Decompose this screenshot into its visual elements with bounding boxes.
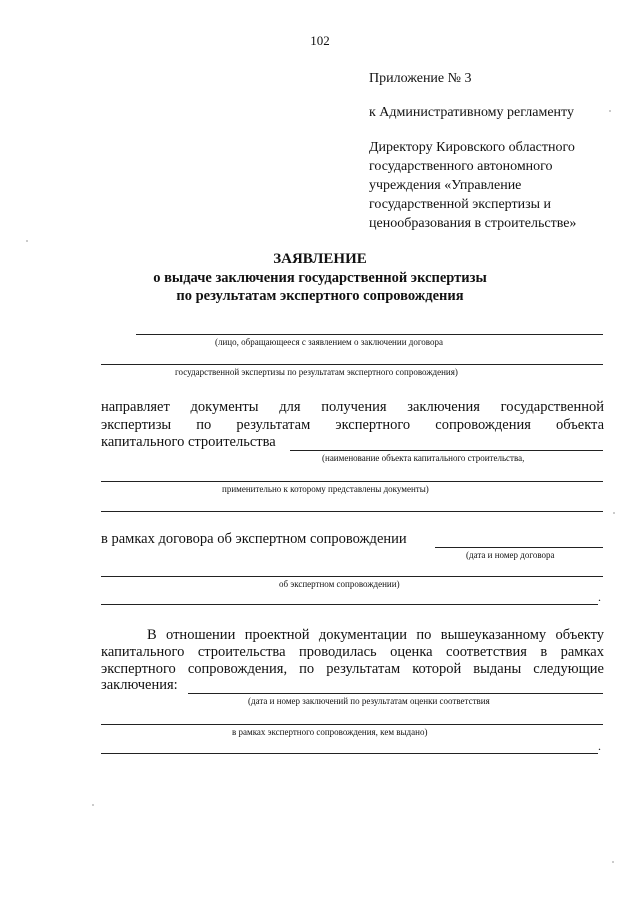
addressee-line: государственной экспертизы и <box>369 197 552 212</box>
body-para-line2: капитального строительства проводилась оценка соответствия в рамках <box>101 644 604 660</box>
conclusions-caption-2: в рамках экспертного сопровождения, кем выдано) <box>232 727 428 737</box>
contract-input-line-3[interactable] <box>101 604 598 605</box>
object-input-line-3[interactable] <box>101 511 603 512</box>
scan-speck <box>609 110 611 112</box>
document-subtitle-line2: по результатам экспертного сопровождения <box>176 288 464 304</box>
period-mark: . <box>598 590 601 604</box>
addressee-line: Директору Кировского областного <box>369 140 575 155</box>
body-para-line1: В отношении проектной документации по вышеуказанному объекту <box>147 627 604 643</box>
body-sends-line1: направляет документы для получения заключения государственной <box>101 399 604 415</box>
applicant-caption-2: государственной экспертизы по результатам экспертного сопровождения) <box>175 367 458 377</box>
conclusions-input-line-3[interactable] <box>101 753 598 754</box>
conclusions-input-line-2[interactable] <box>101 724 603 725</box>
body-para-line4: заключения: <box>101 677 178 693</box>
scan-speck <box>613 512 615 514</box>
contract-caption-1: (дата и номер договора <box>466 550 555 560</box>
applicant-caption-1: (лицо, обращающееся с заявлением о заключении договора <box>215 337 443 347</box>
applicant-input-line-2[interactable] <box>101 364 603 365</box>
applicant-input-line[interactable] <box>136 334 603 335</box>
addressee-line: государственного автономного <box>369 159 553 174</box>
contract-input-line[interactable] <box>435 547 603 548</box>
scan-speck <box>612 861 614 863</box>
body-sends-line2: экспертизы по результатам экспертного сопровождения объекта <box>101 417 604 433</box>
body-para-line3: экспертного сопровождения, по результатам которой выданы следующие <box>101 661 604 677</box>
page-number: 102 <box>310 33 330 48</box>
appendix-reference: к Административному регламенту <box>369 105 574 120</box>
scan-speck <box>26 240 28 242</box>
object-input-line[interactable] <box>290 450 603 451</box>
document-subtitle-line1: о выдаче заключения государственной экспертизы <box>153 270 487 286</box>
conclusions-caption-1: (дата и номер заключений по результатам оценки соответствия <box>248 696 490 706</box>
document-title: ЗАЯВЛЕНИЕ <box>273 251 367 267</box>
body-sends-line3: капитального строительства <box>101 434 276 450</box>
addressee-line: учреждения «Управление <box>369 178 522 193</box>
contract-caption-2: об экспертном сопровождении) <box>279 579 400 589</box>
object-input-line-2[interactable] <box>101 481 603 482</box>
object-caption-2: применительно к которому представлены документы) <box>222 484 429 494</box>
scan-speck <box>92 804 94 806</box>
object-caption-1: (наименование объекта капитального строительства, <box>322 453 525 463</box>
appendix-label: Приложение № 3 <box>369 71 472 86</box>
period-mark: . <box>598 739 601 753</box>
contract-input-line-2[interactable] <box>101 576 603 577</box>
addressee-block <box>369 138 576 233</box>
contract-text: в рамках договора об экспертном сопровождении <box>101 531 407 547</box>
addressee-line: ценообразования в строительстве» <box>369 216 577 231</box>
conclusions-input-line[interactable] <box>188 693 603 694</box>
